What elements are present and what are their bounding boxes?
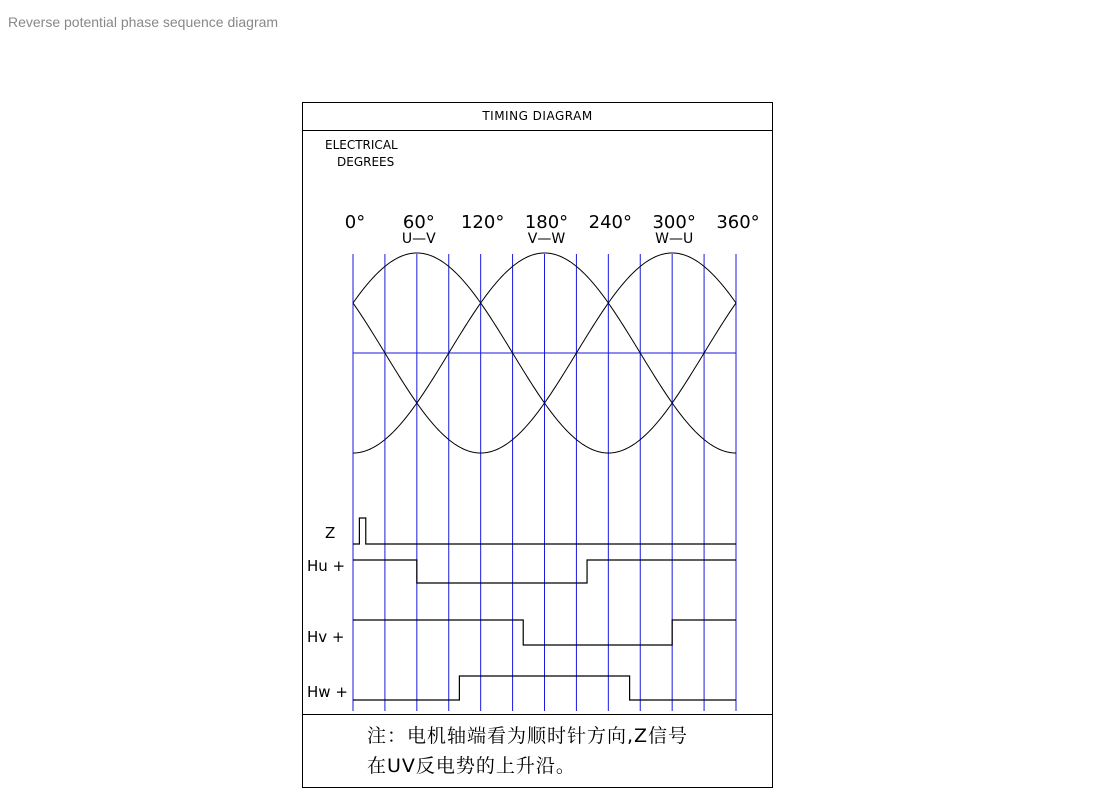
timing-diagram — [302, 102, 773, 788]
note-line-2: 在UV反电势的上升沿。 — [367, 755, 576, 777]
page-caption: Reverse potential phase sequence diagram — [8, 14, 279, 30]
phase-label: U—V — [401, 231, 436, 247]
degree-label: 360° — [716, 212, 760, 233]
degree-label: 180° — [524, 212, 569, 233]
phase-label: W—U — [655, 231, 694, 247]
phase-label: V—W — [527, 231, 566, 247]
waveform-plot — [303, 103, 774, 714]
degree-label: 0° — [344, 212, 366, 233]
degree-label: 120° — [460, 212, 505, 233]
signal-labels — [307, 524, 348, 701]
degree-label: 300° — [652, 212, 696, 233]
phase-labels — [402, 231, 693, 247]
section-label-2: DEGREES — [337, 155, 395, 169]
signal-label: Hw + — [307, 683, 348, 701]
section-label-1: ELECTRICAL — [325, 138, 398, 152]
grid-lines — [353, 254, 736, 711]
signal-label: Hu + — [307, 557, 346, 575]
note-area — [303, 714, 772, 788]
signal-label: Z — [325, 524, 336, 542]
degree-label: 60° — [402, 212, 435, 233]
degree-labels — [345, 212, 760, 233]
diagram-title: TIMING DIAGRAM — [303, 103, 772, 131]
signal-label: Hv + — [307, 628, 345, 646]
note-line-1: 注：电机轴端看为顺时针方向,Z信号 — [367, 725, 689, 747]
degree-label: 240° — [588, 212, 633, 233]
